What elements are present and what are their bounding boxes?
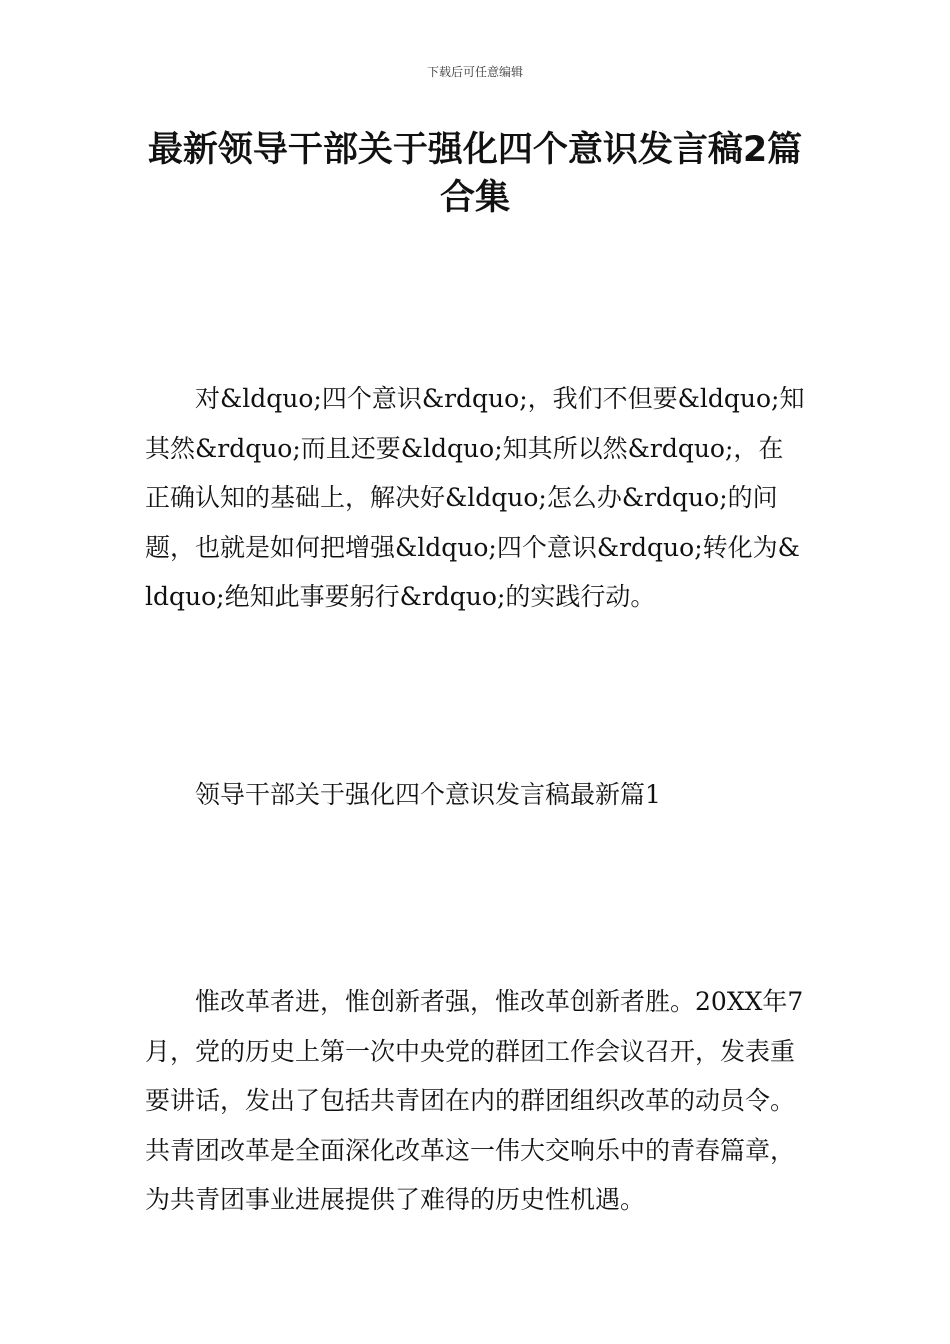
- header-note: 下载后可任意编辑: [426, 65, 523, 79]
- paragraph-intro: 对&ldquo;四个意识&rdquo;，我们不但要&ldquo;知其然&rdquo;而且还要&ldquo;知其所以然&rdquo;，在正确认知的基础上，解决好&ldquo;怎么办&rdquo;的问题，也就是如何把增强&ldquo;四个意识&rdquo;转化为&ldquo;绝知此事要躬行&rdquo;的实践行动。: [145, 384, 805, 611]
- document-title: 最新领导干部关于强化四个意识发言稿2篇合集: [147, 130, 803, 218]
- paragraph-body: 惟改革者进，惟创新者强，惟改革创新者胜。20XX年7月，党的历史上第一次中央党的群团工作会议召开，发表重要讲话，发出了包括共青团在内的群团组织改革的动员令。共青团改革是全面深化改革这一伟大交响乐中的青春篇章，为共青团事业进展提供了难得的历史性机遇。: [145, 987, 804, 1214]
- section-heading: 领导干部关于强化四个意识发言稿最新篇1: [195, 780, 661, 809]
